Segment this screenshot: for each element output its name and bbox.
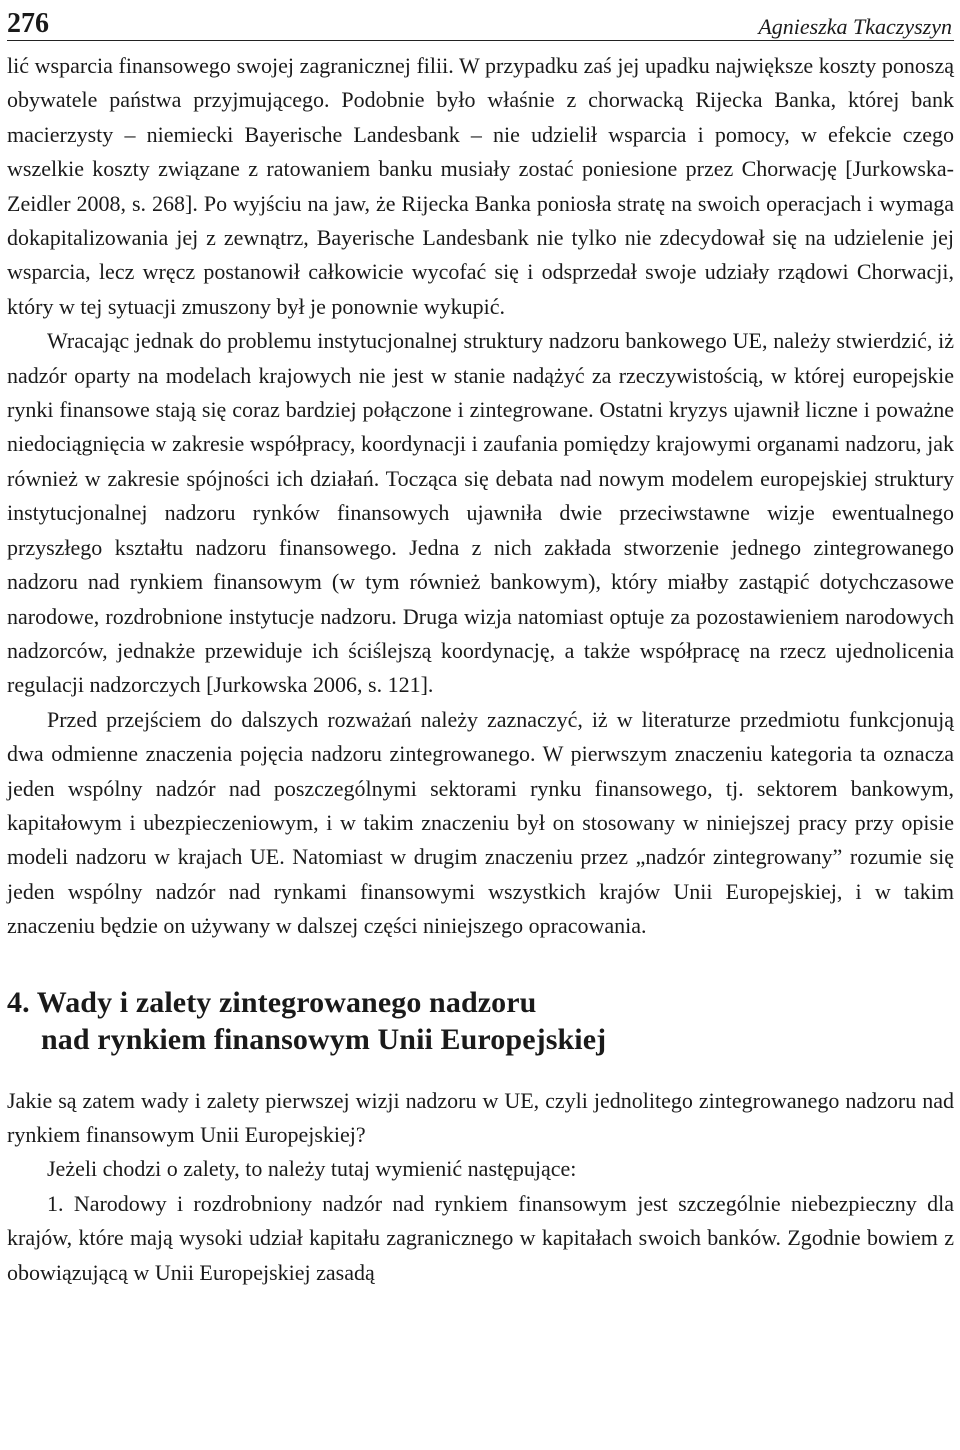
page-number: 276 (7, 8, 49, 39)
running-author: Agnieszka Tkaczyszyn (758, 14, 952, 39)
list-item-paragraph: 1. Narodowy i rozdrobniony nadzór nad rynkiem finansowym jest szczególnie niebezpieczny dla krajów, które mają wysoki udział kapitału zagranicznego w kapitałach swoich banków. Zgodnie bowiem z obowiązującą w Unii Europejskiej zasadą (7, 1190, 954, 1285)
paragraph: Przed przejściem do dalszych rozważań należy zaznaczyć, iż w literaturze przedmiotu funkcjonują dwa odmienne znaczenia pojęcia nadzoru zintegrowanego. W pierwszym znaczeniu kategoria ta oznacza jeden wspólny nadzór nad poszczególnymi sektorami rynku finansowego, tj. sektorem bankowym, kapitałowym i ubezpieczeniowym, i w takim znaczeniu był on stosowany w niniejszej pracy przy opisie modeli nadzoru w krajach UE. Natomiast w drugim znaczeniu przez „nadzór zintegrowany” rozumie się jeden wspólny nadzór nad rynkami finansowymi wszystkich krajów Unii Europejskiej, i w takim znaczeniu będzie on używany w dalszej części niniejszego opracowania. (7, 706, 954, 939)
page-body (7, 49, 954, 1290)
running-header (7, 0, 954, 41)
paragraph: Wracając jednak do problemu instytucjonalnej struktury nadzoru bankowego UE, należy stwierdzić, iż nadzór oparty na modelach krajowych nie jest w stanie nadążyć za rzeczywistością, w której europejskie rynki finansowe stają się coraz bardziej połączone i zintegrowane. Ostatni kryzys ujawnił liczne i poważne niedociągnięcia w zakresie współpracy, koordynacji i zaufania pomiędzy krajowymi organami nadzoru, jak również w zakresie spójności ich działań. Tocząca się debata nad nowym modelem europejskiej struktury instytucjonalnej nadzoru rynków finansowych ujawniła dwie przeciwstawne wizje ewentualnego przyszłego kształtu nadzoru finansowego. Jedna z nich zakłada stworzenie jednego zintegrowanego nadzoru nad rynkiem finansowym (w tym również bankowym), który miałby zastąpić dotychczasowe narodowe, rozdrobnione instytucje nadzoru. Druga wizja natomiast optuje za pozostawieniem narodowych nadzorców, jednakże przewiduje ich ściślejszą koordynację, a także współpracę na rzecz ujednolicenia regulacji nadzorczych [Jurkowska 2006, s. 121]. (7, 328, 954, 698)
paragraph: Jeżeli chodzi o zalety, to należy tutaj wymienić następujące: (47, 1156, 577, 1182)
section-heading-line-1: 4. Wady i zalety zintegrowanego nadzoru (7, 985, 537, 1019)
paragraph-continued: lić wsparcia finansowego swojej zagranicznej filii. W przypadku zaś jej upadku największe koszty ponoszą obywatele państwa przyjmującego. Podobnie było właśnie z chorwacką Rijecka Banka, której bank macierzysty – niemiecki Bayerische Landesbank – nie udzielił wsparcia i pomocy, w efekcie czego wszelkie koszty związane z ratowaniem banku musiały zostać poniesione przez Chorwację [Jurkowska-Zeidler 2008, s. 268]. Po wyjściu na jaw, że Rijecka Banka poniosła stratę na swoich operacjach i wymaga dokapitalizowania jej z zewnątrz, Bayerische Landesbank nie tylko nie zdecydował się na udzielenie jej wsparcia, lecz wręcz postanowił całkowicie wycofać się i odsprzedał swoje udziały rządowi Chorwacji, który w tej sytuacji zmuszony był je ponownie wykupić. (7, 53, 954, 319)
section-heading (7, 984, 954, 1058)
paragraph: Jakie są zatem wady i zalety pierwszej wizji nadzoru w UE, czyli jednolitego zintegrowanego nadzoru nad rynkiem finansowym Unii Europejskiej? (7, 1087, 954, 1147)
section-heading-line-2: nad rynkiem finansowym Unii Europejskiej (41, 1022, 607, 1056)
